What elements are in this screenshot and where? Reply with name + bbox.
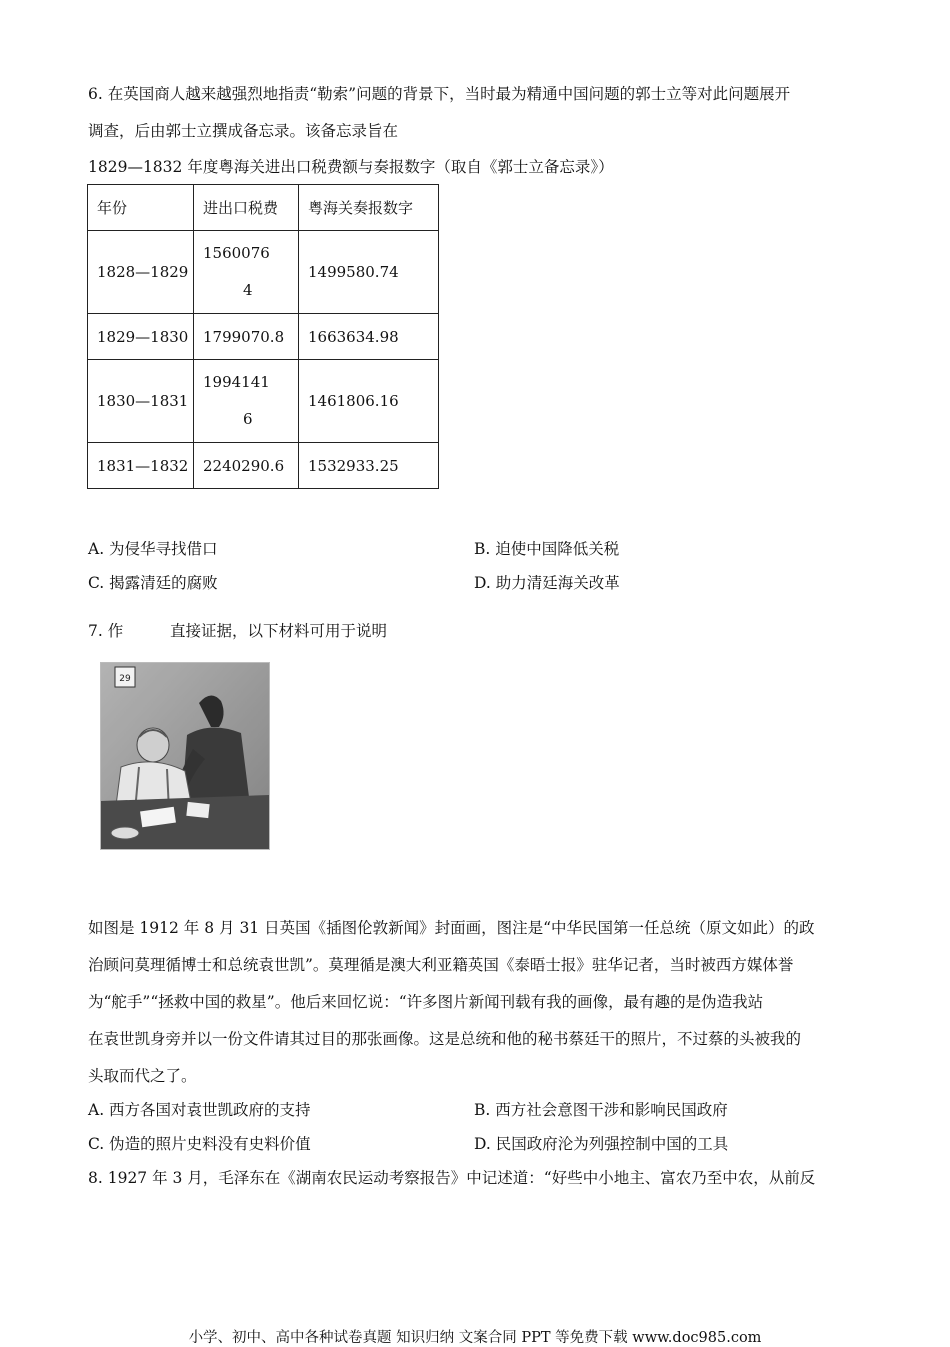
table-cell-report: 1461806.16 [299,360,439,443]
q6-option-c: C. 揭露清廷的腐败 [88,574,218,592]
table-row [88,360,439,443]
table-cell-fee [194,231,299,314]
q7-option-a: A. 西方各国对袁世凯政府的支持 [88,1101,311,1119]
table-cell-year: 1831—1832 [88,443,194,489]
table-row [88,231,439,314]
q7-option-c: C. 伪造的照片史料没有史料价值 [88,1135,311,1153]
table-header-cell: 粤海关奏报数字 [299,185,439,231]
q7-para-line2: 治顾问莫理循博士和总统袁世凯”。莫理循是澳大利亚籍英国《泰晤士报》驻华记者，当时被西方媒体誉 [88,956,794,974]
q6-stem-line2: 调查，后由郭士立撰成备忘录。该备忘录旨在 [88,122,399,140]
q7-para-line5: 头取而代之了。 [88,1067,197,1085]
table-cell-year: 1828—1829 [88,231,194,314]
table-cell-year: 1830—1831 [88,360,194,443]
table-header-cell: 年份 [88,185,194,231]
q8-stem-line1: 8. 1927 年 3 月，毛泽东在《湖南农民运动考察报告》中记述道：“好些中小地主、富农乃至中农，从前反 [88,1169,816,1187]
fee-part: 1994141 [203,373,270,391]
q7-option-b: B. 西方社会意图干涉和影响民国政府 [474,1101,728,1119]
q7-option-d: D. 民国政府沦为列强控制中国的工具 [474,1135,729,1153]
table-cell-report: 1499580.74 [299,231,439,314]
q7-para-line1: 如图是 1912 年 8 月 31 日英国《插图伦敦新闻》封面画，图注是“中华民国第一任总统（原文如此）的政 [88,919,815,937]
table-cell-fee: 2240290.6 [194,443,299,489]
q7-para-line4: 在袁世凯身旁并以一份文件请其过目的那张画像。这是总统和他的秘书蔡廷干的照片，不过蔡的头被我的 [88,1030,802,1048]
q7-stem-start: 7. 作 [88,622,124,640]
table-row [88,314,439,360]
fee-part: 6 [243,410,253,428]
table-header-row [88,185,439,231]
q7-stem-end: 直接证据，以下材料可用于说明 [170,622,388,640]
fee-part: 4 [243,281,253,299]
q6-stem-line1: 6. 在英国商人越来越强烈地指责“勒索”问题的背景下，当时最为精通中国问题的郭士立等对此问题展开 [88,85,791,103]
table-cell-fee [194,360,299,443]
table-header-cell: 进出口税费 [194,185,299,231]
table-cell-report: 1663634.98 [299,314,439,360]
photo-illustration [101,663,269,849]
historical-photo [100,662,270,850]
q6-option-a: A. 为侵华寻找借口 [88,540,218,558]
calendar-number: 29 [119,674,131,684]
table-cell-report: 1532933.25 [299,443,439,489]
q7-para-line3: 为“舵手”“拯救中国的救星”。他后来回忆说：“许多图片新闻刊载有我的画像，最有趣的是伪造我站 [88,993,764,1011]
tax-table [87,184,439,489]
fee-part: 1560076 [203,244,270,262]
table-cell-year: 1829—1830 [88,314,194,360]
table-caption: 1829—1832 年度粤海关进出口税费额与奏报数字（取自《郭士立备忘录》） [88,158,614,176]
q6-option-d: D. 助力清廷海关改革 [474,574,620,592]
table-cell-fee: 1799070.8 [194,314,299,360]
q6-option-b: B. 迫使中国降低关税 [474,540,620,558]
table-row [88,443,439,489]
page-footer: 小学、初中、高中各种试卷真题 知识归纳 文案合同 PPT 等免费下载 www.doc985.com [188,1330,762,1346]
